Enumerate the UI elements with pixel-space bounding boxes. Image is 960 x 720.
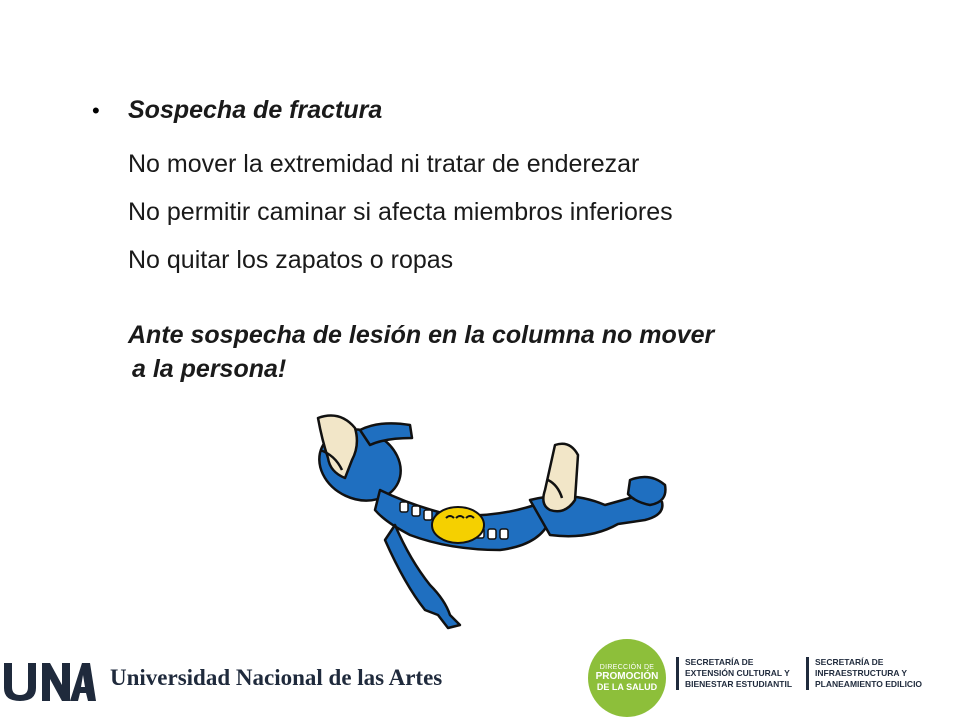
instruction-line: No mover la extremidad ni tratar de enderezar	[128, 150, 640, 178]
secretaria-extension-label	[676, 657, 792, 690]
footer	[0, 635, 960, 720]
secretaria-line: SECRETARÍA DE	[685, 657, 754, 667]
secretaria-line: PLANEAMIENTO EDILICIO	[815, 679, 923, 689]
promo-badge-line1: DIRECCIÓN DE	[599, 664, 655, 671]
secretaria-line: INFRAESTRUCTURA Y	[815, 668, 908, 678]
instruction-line: No permitir caminar si afecta miembros inferiores	[128, 198, 673, 226]
spine-warning-line1: Ante sospecha de lesión en la columna no mover	[128, 321, 715, 349]
secretaria-line: SECRETARÍA DE	[815, 657, 884, 667]
una-logo-icon	[0, 657, 96, 703]
injured-figure-illustration	[300, 410, 680, 640]
secretaria-line: BIENESTAR ESTUDIANTIL	[685, 679, 793, 689]
instruction-line: No quitar los zapatos o ropas	[128, 246, 454, 274]
promocion-salud-badge	[588, 639, 666, 717]
university-name: Universidad Nacional de las Artes	[110, 665, 443, 690]
heading-fracture: Sospecha de fractura	[128, 96, 383, 124]
secretaria-line: EXTENSIÓN CULTURAL Y	[685, 668, 790, 678]
figure-body-icon	[308, 416, 666, 628]
spine-warning	[128, 318, 898, 386]
promo-badge-line2: PROMOCIÓN	[595, 671, 659, 682]
secretaria-infraestructura-label	[806, 657, 922, 690]
bullet-heading-row	[92, 96, 912, 140]
slide-content	[92, 96, 912, 386]
injury-highlight-icon	[432, 507, 484, 543]
promo-badge-line3: DE LA SALUD	[596, 682, 658, 692]
instruction-list	[128, 140, 912, 284]
bullet-icon: •	[92, 98, 100, 123]
spine-warning-line2: a la persona!	[132, 355, 287, 383]
